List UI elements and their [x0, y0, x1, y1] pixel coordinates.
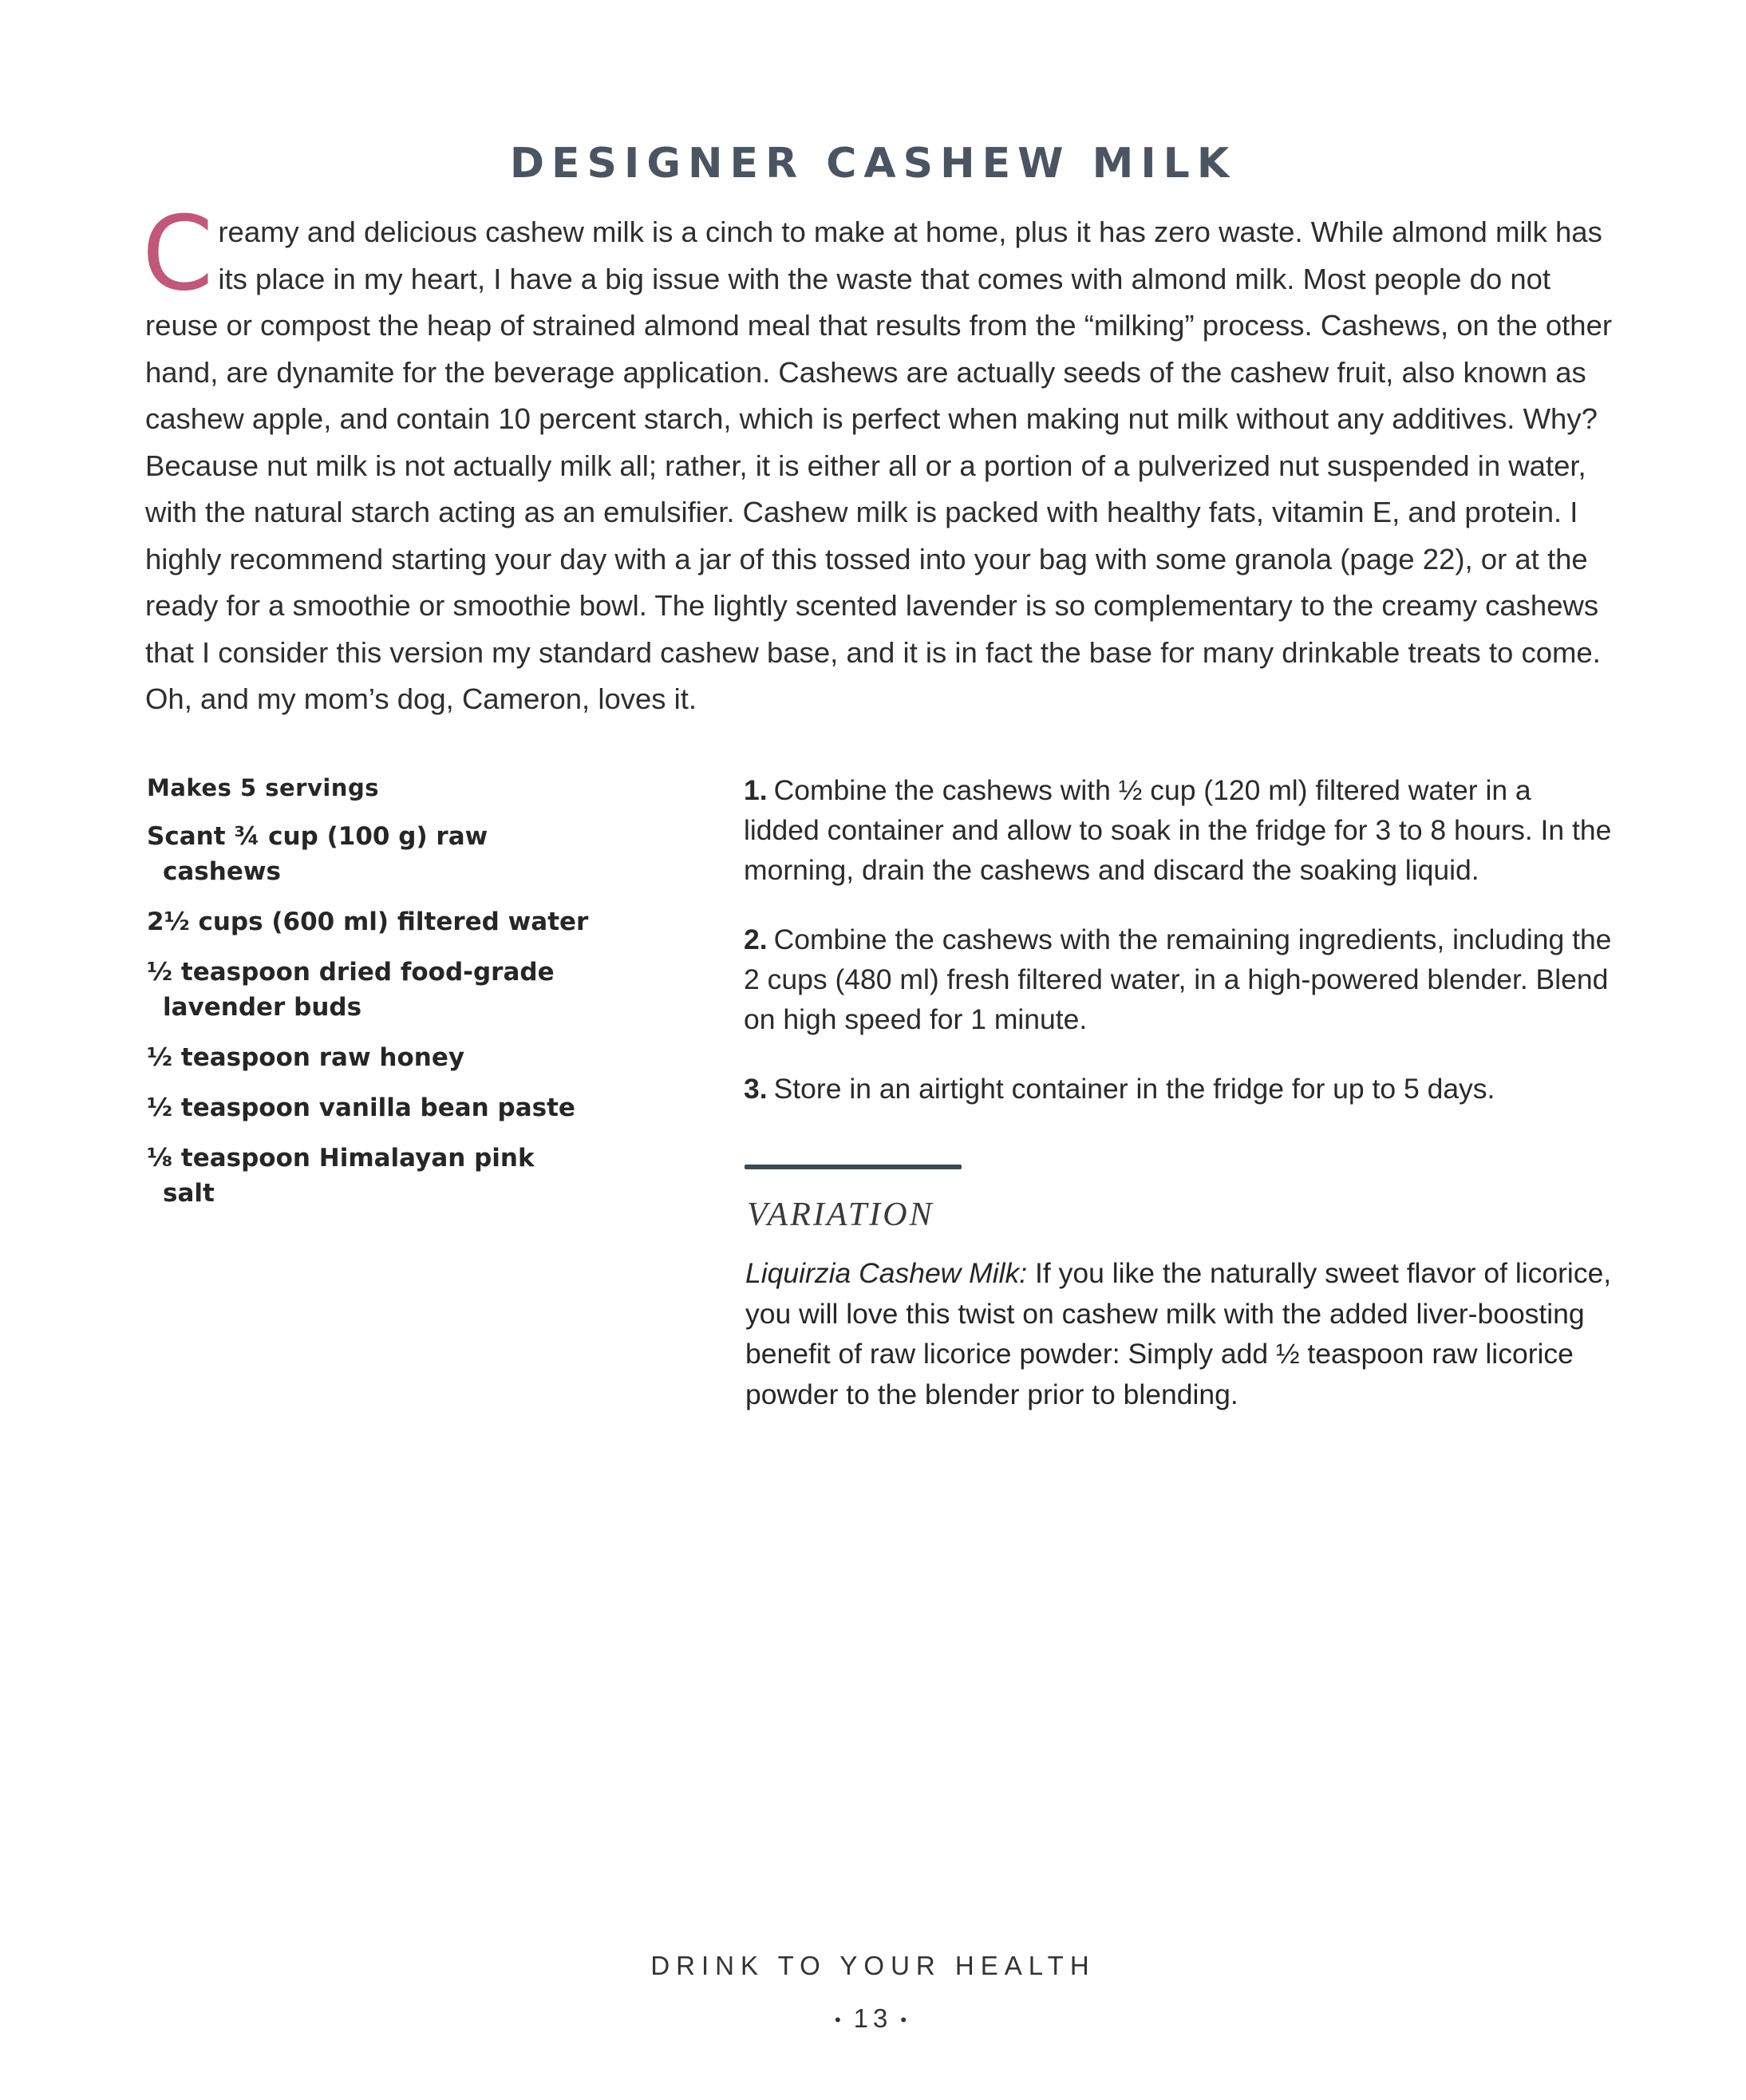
instructions	[744, 770, 1614, 1138]
step-text: Combine the cashews with the remaining ingredients, including the 2 cups (480 ml) fresh filtered water, in a high-powered blender. Blend on high speed for 1 minute.	[744, 923, 1612, 1035]
variation-name: Liquirzia Cashew Milk:	[745, 1257, 1028, 1289]
bullet-icon: •	[834, 2010, 846, 2031]
step-text: Store in an airtight container in the fridge for up to 5 days.	[773, 1073, 1495, 1105]
intro-paragraph	[142, 195, 1614, 723]
drop-cap: C	[142, 195, 214, 314]
page-title: DESIGNER CASHEW MILK	[509, 139, 1237, 188]
bullet-icon: •	[900, 2010, 912, 2031]
ingredient-item: ½ teaspoon dried food-grade lavender buds	[147, 958, 555, 1022]
ingredient-item: ½ teaspoon vanilla bean paste	[147, 1094, 575, 1122]
step-number: 3.	[744, 1073, 768, 1105]
yield-label: Makes 5 servings	[147, 774, 379, 801]
intro-text: reamy and delicious cashew milk is a cinch to make at home, plus it has zero waste. While almond milk has its place in my heart, I have a big issue with the waste that comes with almond milk. Most people do not reuse or compost the heap of strained almond meal that results from the “milking” process. Cashews, on the other hand, are dynamite for the beverage application. Cashews are actually seeds of the cashew fruit, also known as cashew apple, and contain 10 percent starch, which is perfect when making nut milk without any additives. Why? Because nut milk is not actually milk all; rather, it is either all or a portion of a pulverized nut suspended in water, with the natural starch acting as an emulsifier. Cashew milk is packed with healthy fats, vitamin E, and protein. I highly recommend starting your day with a jar of this tossed into your bag with some granola (page 22), or at the ready for a smoothie or smoothie bowl. The lightly scented lavender is so complementary to the creamy cashews that I consider this version my standard cashew base, and it is in fact the base for many drinkable treats to come. Oh, and my mom’s dog, Cameron, loves it.	[145, 216, 1613, 715]
step-number: 2.	[744, 923, 768, 955]
ingredients-list	[147, 774, 594, 1226]
variation-paragraph	[745, 1253, 1623, 1414]
variation-text: If you like the naturally sweet flavor of licorice, you will love this twist on cashew milk with the added liver-boosting benefit of raw licorice powder: Simply add ½ teaspoon raw licorice powder to the blender prior to blending.	[745, 1257, 1612, 1410]
variation-heading: VARIATION	[747, 1196, 934, 1233]
footer-section-title: DRINK TO YOUR HEALTH	[650, 1951, 1096, 1980]
ingredient-item: 2½ cups (600 ml) filtered water	[147, 908, 589, 936]
ingredient-item: ½ teaspoon raw honey	[147, 1043, 465, 1072]
section-divider	[745, 1165, 962, 1169]
page-number	[0, 2003, 1746, 2034]
step-text: Combine the cashews with ½ cup (120 ml) filtered water in a lidded container and allow to soak in the fridge for 3 to 8 hours. In the morning, drain the cashews and discard the soaking liquid.	[744, 774, 1612, 886]
page-number-value: 13	[853, 2003, 893, 2033]
ingredient-item: Scant ¾ cup (100 g) raw cashews	[147, 822, 488, 886]
instruction-step	[744, 1069, 1614, 1109]
ingredient-item: ⅛ teaspoon Himalayan pink salt	[147, 1144, 535, 1208]
instruction-step	[744, 770, 1614, 890]
instruction-step	[744, 919, 1614, 1039]
step-number: 1.	[744, 774, 768, 806]
